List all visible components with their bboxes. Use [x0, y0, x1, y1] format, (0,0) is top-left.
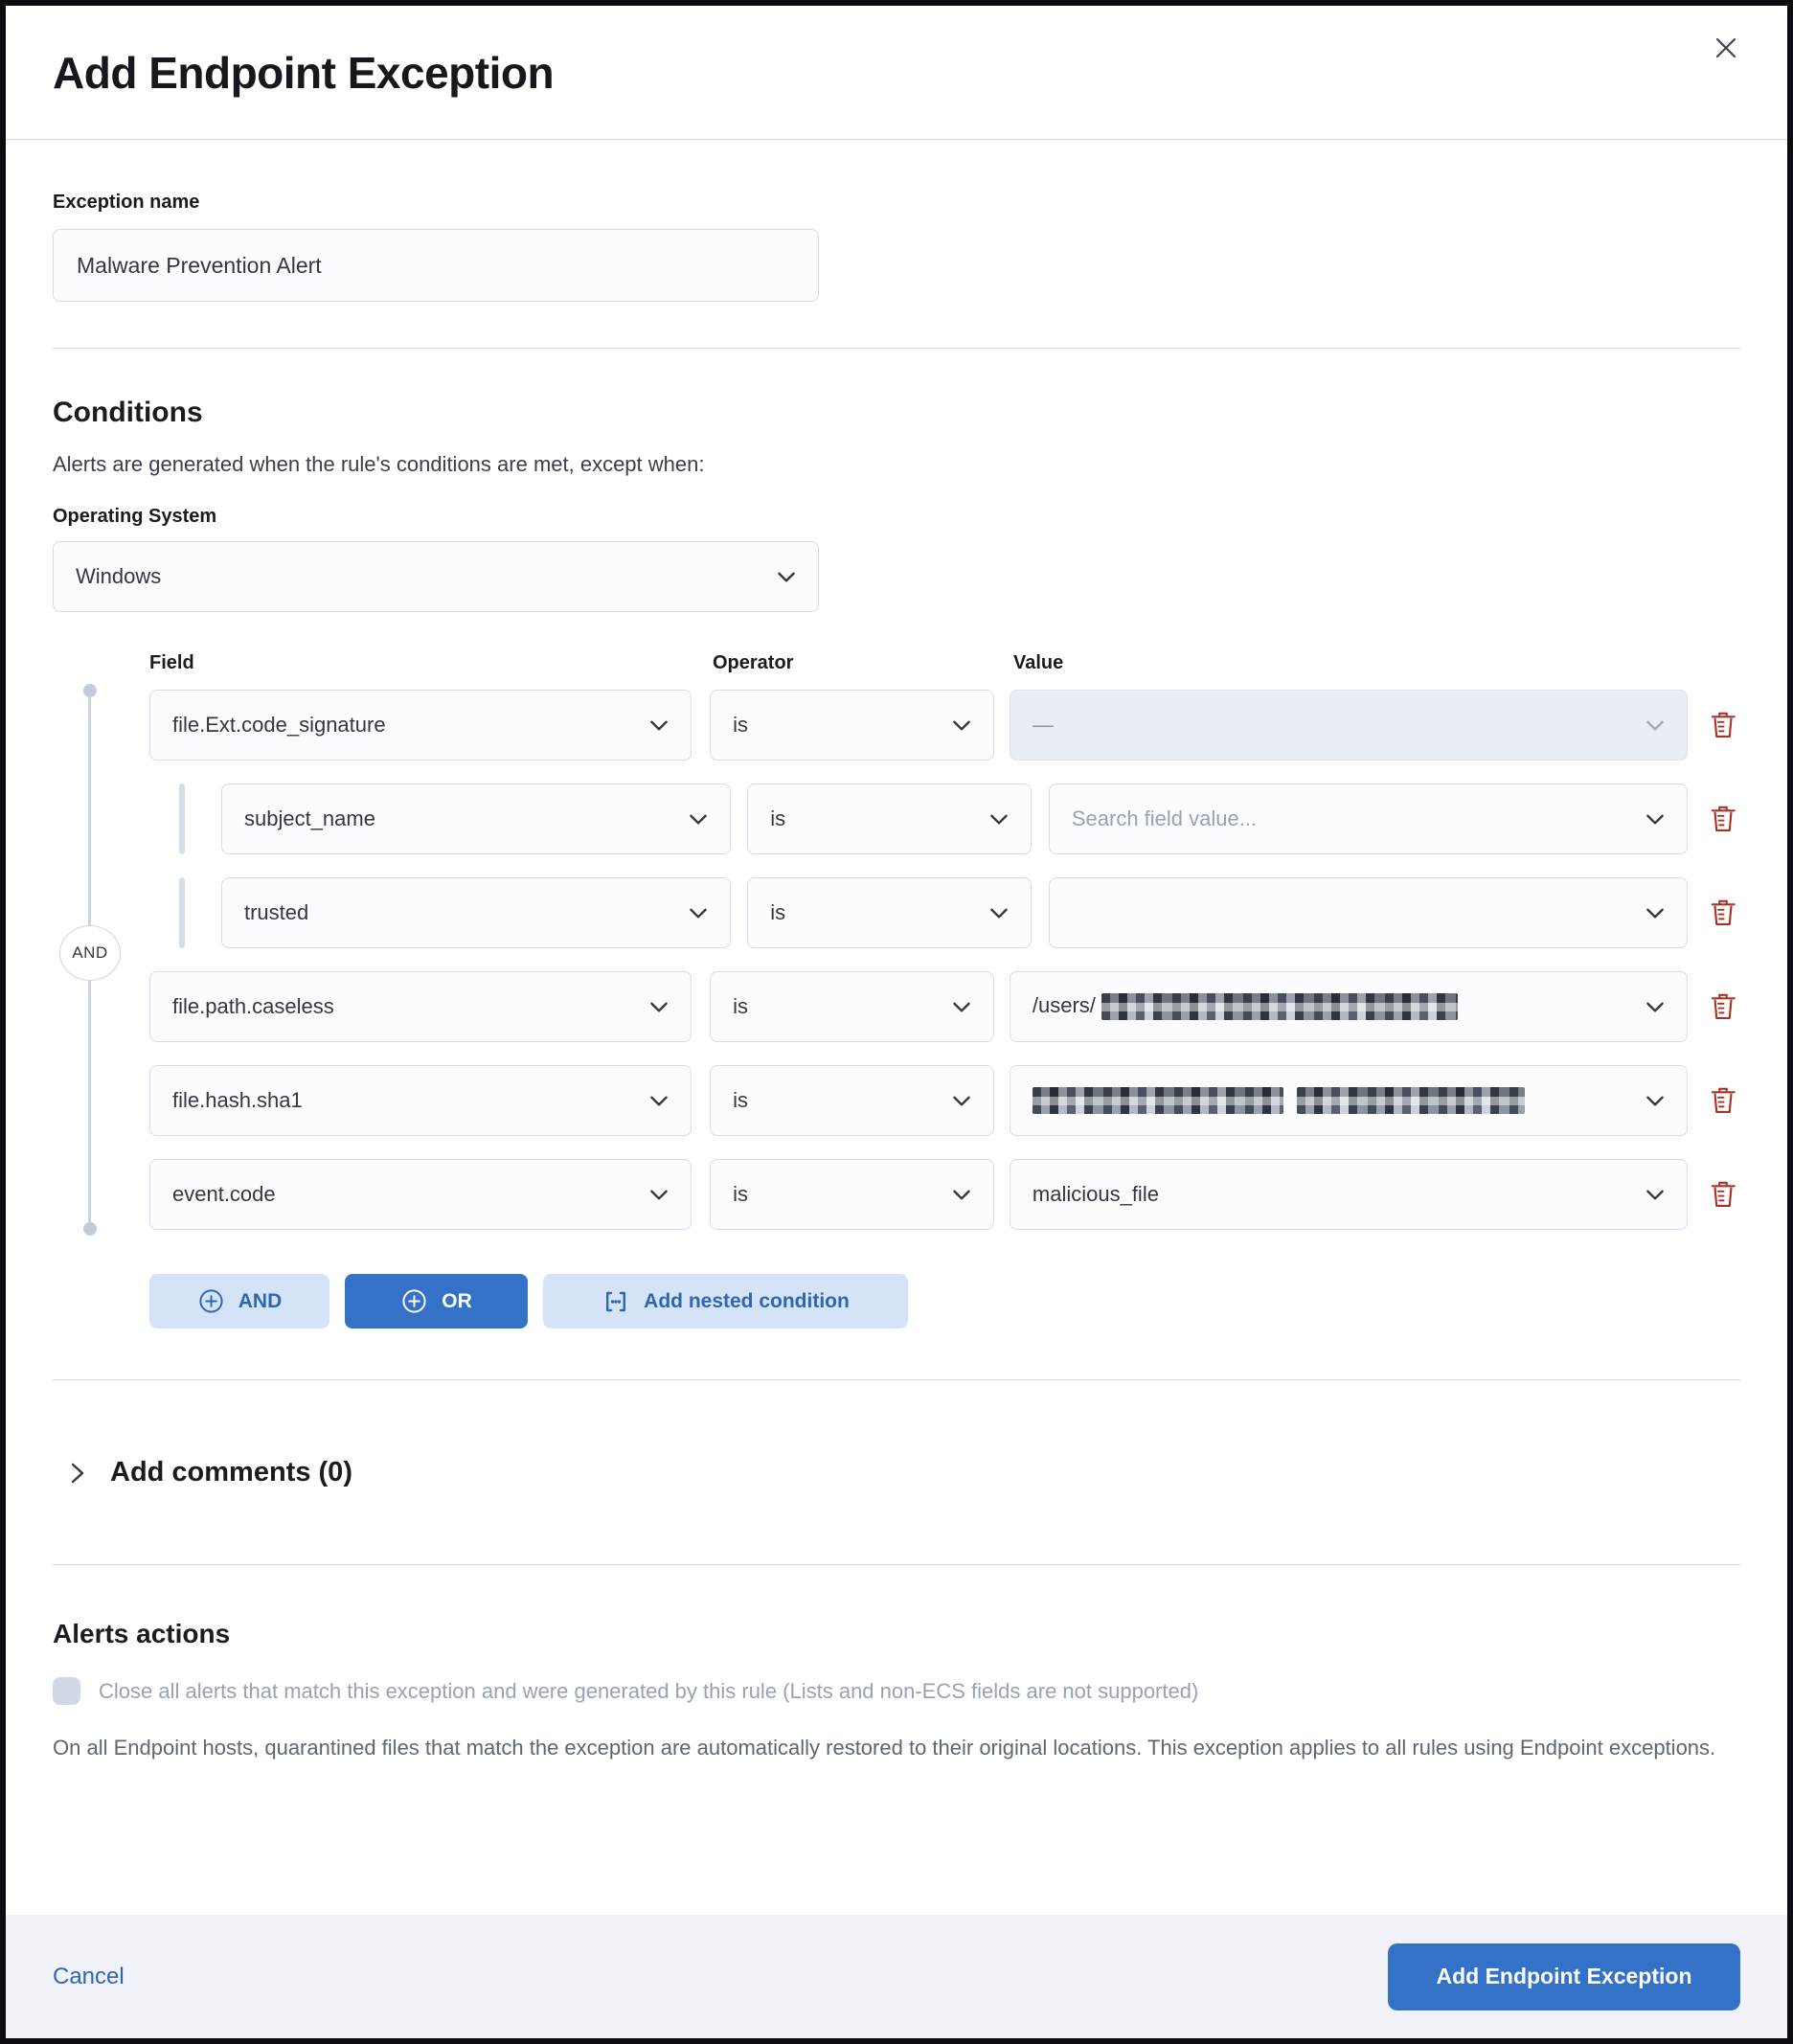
redacted-value: [1033, 1087, 1283, 1114]
alerts-actions-heading: Alerts actions: [53, 1619, 231, 1648]
condition-operator-select[interactable]: is: [710, 690, 994, 761]
delete-condition-button[interactable]: [1706, 709, 1740, 741]
modal-title: Add Endpoint Exception: [53, 47, 555, 98]
trash-icon: [1707, 709, 1739, 741]
condition-row: [149, 690, 1740, 761]
condition-field-select[interactable]: file.hash.sha1: [149, 1065, 692, 1136]
delete-condition-button[interactable]: [1706, 803, 1740, 835]
chevron-down-icon: [647, 1088, 671, 1113]
os-select[interactable]: [53, 541, 819, 612]
delete-condition-button[interactable]: [1706, 1178, 1740, 1211]
close-alerts-checkbox-label: Close all alerts that match this exception and were generated by this rule (Lists and non-ECS fields are not supported): [99, 1679, 1199, 1703]
condition-value-input[interactable]: [1010, 1065, 1688, 1136]
conditions-builder: [53, 652, 1740, 1380]
chevron-down-icon: [949, 1182, 974, 1207]
condition-field-select[interactable]: file.Ext.code_signature: [149, 690, 692, 761]
add-or-label: OR: [442, 1289, 472, 1312]
redacted-value: [1101, 993, 1458, 1020]
trash-icon: [1707, 990, 1739, 1023]
add-and-label: AND: [238, 1289, 283, 1312]
close-alerts-checkbox[interactable]: [53, 1677, 80, 1705]
exception-name-input[interactable]: [53, 229, 819, 302]
modal-footer: [6, 1915, 1787, 2038]
add-endpoint-exception-modal: [6, 6, 1787, 2038]
modal-body: [6, 140, 1787, 1766]
add-endpoint-exception-button[interactable]: Add Endpoint Exception: [1388, 1943, 1740, 2010]
delete-condition-button[interactable]: [1706, 990, 1740, 1023]
trash-icon: [1707, 1084, 1739, 1117]
condition-value-input[interactable]: Search field value...: [1049, 784, 1688, 854]
condition-operator-select[interactable]: is: [747, 784, 1032, 854]
comments-section: [53, 1380, 1740, 1564]
section-divider: [53, 348, 1740, 349]
condition-operator-select[interactable]: is: [747, 877, 1032, 948]
chevron-down-icon: [949, 994, 974, 1019]
conditions-heading: Conditions: [53, 397, 203, 428]
nested-indent-bar: [179, 784, 185, 854]
add-and-button[interactable]: [149, 1274, 329, 1329]
exception-name-label: Exception name: [53, 192, 200, 213]
os-select-value: Windows: [76, 564, 162, 588]
condition-rows: [149, 690, 1740, 1230]
condition-field-select[interactable]: subject_name: [221, 784, 731, 854]
chevron-down-icon: [1643, 713, 1668, 738]
condition-value-input[interactable]: —: [1010, 690, 1688, 761]
condition-operator-select[interactable]: is: [710, 1159, 994, 1230]
cancel-button[interactable]: Cancel: [53, 1963, 125, 1989]
add-nested-condition-label: Add nested condition: [644, 1289, 850, 1312]
condition-value-input[interactable]: /users/: [1010, 971, 1688, 1042]
delete-condition-button[interactable]: [1706, 897, 1740, 929]
chevron-down-icon: [987, 900, 1011, 925]
condition-row: [149, 784, 1740, 854]
trash-icon: [1707, 897, 1739, 929]
chevron-down-icon: [949, 1088, 974, 1113]
nested-indent-bar: [179, 877, 185, 948]
add-comments-toggle[interactable]: [62, 1457, 352, 1488]
add-nested-condition-button[interactable]: [543, 1274, 908, 1329]
chevron-down-icon: [1643, 1182, 1668, 1207]
chevron-down-icon: [1643, 994, 1668, 1019]
operator-column-label: Operator: [713, 652, 794, 673]
alerts-actions-section: [53, 1565, 1740, 1766]
conditions-subtitle: Alerts are generated when the rule's conditions are met, except when:: [53, 452, 705, 476]
close-alerts-checkbox-row: [53, 1676, 1740, 1706]
condition-field-select[interactable]: event.code: [149, 1159, 692, 1230]
condition-row: [149, 971, 1740, 1042]
chevron-down-icon: [686, 900, 711, 925]
condition-row: [149, 1065, 1740, 1136]
redacted-value: [1297, 1087, 1525, 1114]
plus-circle-icon: [197, 1287, 225, 1315]
close-button[interactable]: [1705, 27, 1747, 69]
condition-field-select[interactable]: trusted: [221, 877, 731, 948]
chevron-down-icon: [1643, 900, 1668, 925]
condition-value-input[interactable]: [1049, 877, 1688, 948]
add-comments-label: Add comments (0): [110, 1457, 352, 1488]
add-or-button[interactable]: [345, 1274, 528, 1329]
delete-condition-button[interactable]: [1706, 1084, 1740, 1117]
condition-field-select[interactable]: file.path.caseless: [149, 971, 692, 1042]
chevron-right-icon: [62, 1459, 91, 1488]
chevron-down-icon: [1643, 1088, 1668, 1113]
os-label: Operating System: [53, 506, 217, 527]
modal-header: [6, 6, 1787, 140]
and-connector-badge: AND: [59, 925, 121, 981]
value-column-label: Value: [1013, 652, 1064, 673]
condition-operator-select[interactable]: is: [710, 1065, 994, 1136]
chevron-down-icon: [1643, 806, 1668, 831]
chevron-down-icon: [987, 806, 1011, 831]
endpoint-exception-description: On all Endpoint hosts, quarantined files that match the exception are automatically restored to their original locations. This exception applies to all rules using Endpoint exceptions.: [53, 1736, 1716, 1760]
condition-value-input[interactable]: malicious_file: [1010, 1159, 1688, 1230]
condition-operator-select[interactable]: is: [710, 971, 994, 1042]
chevron-down-icon: [774, 564, 799, 589]
close-icon: [1710, 32, 1742, 64]
condition-row: [149, 1159, 1740, 1230]
chevron-down-icon: [647, 1182, 671, 1207]
builder-column-labels: [149, 652, 1740, 674]
exception-name-section: [53, 140, 1740, 349]
section-divider: [53, 1379, 1740, 1380]
nested-brackets-icon: [601, 1287, 630, 1316]
chevron-down-icon: [647, 713, 671, 738]
chevron-down-icon: [647, 994, 671, 1019]
field-column-label: Field: [149, 652, 194, 673]
trash-icon: [1707, 1178, 1739, 1211]
builder-buttons: [149, 1274, 1740, 1329]
condition-row: [149, 877, 1740, 948]
plus-circle-icon: [400, 1287, 428, 1315]
trash-icon: [1707, 803, 1739, 835]
chevron-down-icon: [949, 713, 974, 738]
chevron-down-icon: [686, 806, 711, 831]
